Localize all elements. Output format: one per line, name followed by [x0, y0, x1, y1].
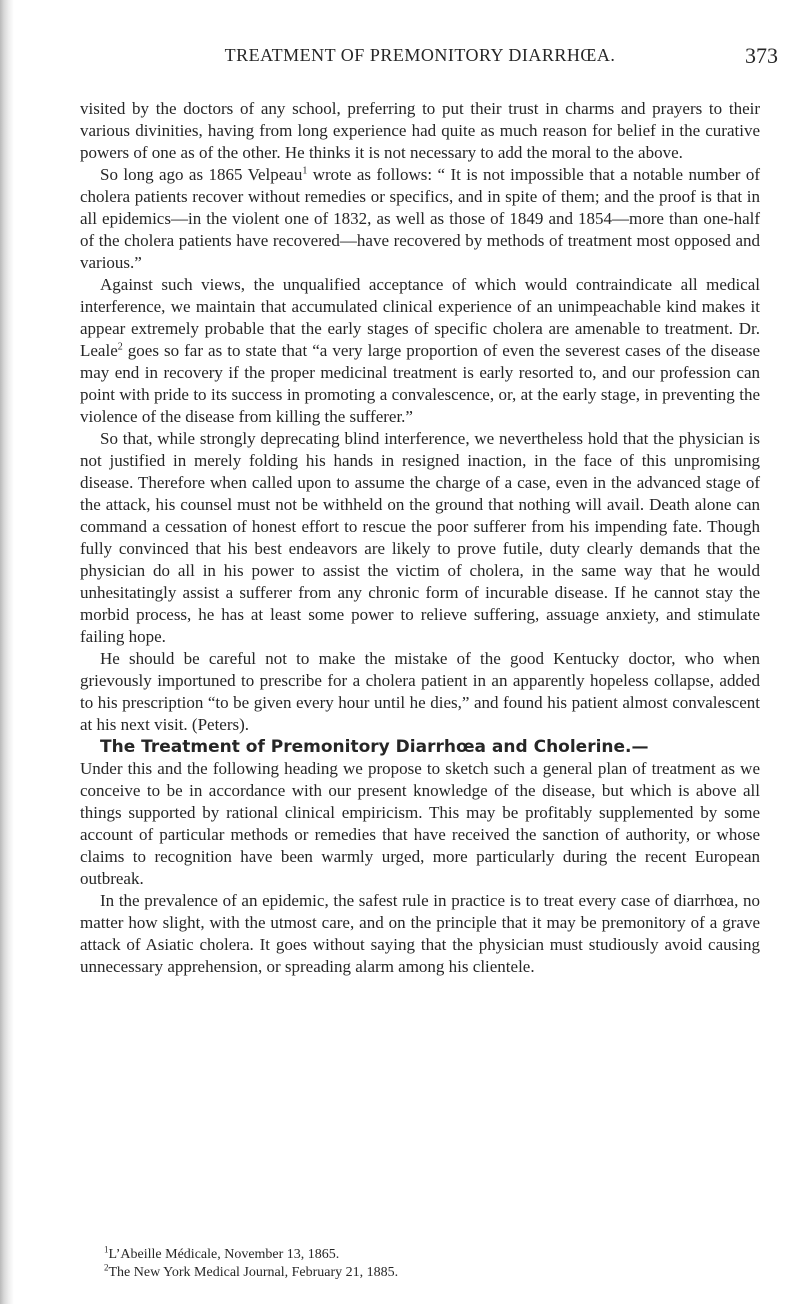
paragraph-velpeau-rest: wrote as follows: “ It is not impossible that a notable number of cholera patients recover without remedies or specifics, and in spite of them; and the proof is that in all epidemics—in the violent one of 1832, as well as those of 1849 and 1854—more than one-half of the cholera patients have recovered—have recovered by methods of treatment most opposed and various.”: [80, 165, 760, 272]
body-text: [80, 98, 760, 978]
paragraph-epidemic: In the prevalence of an epidemic, the safest rule in practice is to treat every case of diarrhœa, no matter how slight, with the utmost care, and on the principle that it may be premonitory of a grave attack of Asiatic cholera. It goes without saying that the physician must studiously avoid causing unnecessary apprehension, or spreading alarm among his clientele.: [80, 891, 760, 976]
page-number: 373: [745, 43, 778, 68]
footnote-mark-1: 1: [104, 1244, 109, 1255]
paragraph-velpeau-start: So long ago as 1865 Velpeau: [100, 165, 303, 184]
paragraph-interference: So that, while strongly deprecating blind interference, we nevertheless hold that the physician is not justified in merely folding his hands in resigned inaction, in the face of this unpromising disease. Therefore when called upon to assume the charge of a case, even in the advanced stage of the attack, his counsel must not be withheld on the ground that nothing will avail. Death alone can command a cessation of honest effort to rescue the poor sufferer from his impending fate. Though fully convinced that his best endeavors are likely to prove futile, duty clearly demands that the physician do all in his power to assist the victim of cholera, in the same way that he would unhesitatingly assist a sufferer from any chronic form of incurable disease. If he cannot stay the morbid process, he has at least some power to relieve suffering, assuage anxiety, and stimulate failing hope.: [80, 429, 760, 646]
footnote-2: [104, 1264, 760, 1282]
footnote-1-text: L’Abeille Médicale, November 13, 1865.: [108, 1247, 340, 1262]
paragraph-leale: [80, 274, 760, 428]
section-treatment: [80, 736, 760, 758]
paragraph-continued: visited by the doctors of any school, preferring to put their trust in charms and prayers to their various divinities, having from long experience had quite as much reason for belief in the curative powers of one as of the other. He thinks it is not necessary to add the moral to the above.: [80, 99, 760, 162]
section-heading: The Treatment of Premonitory Diarrhœa and Cholerine.—: [100, 737, 649, 757]
paragraph-leale-rest: goes so far as to state that “a very large proportion of even the severest cases of the disease may end in recovery if the proper medicinal treatment is early resorted to, and our profession can point with pride to its success in promoting a convalescence, or, at the early stage, in preventing the violence of the disease from killing the sufferer.”: [80, 341, 760, 426]
running-title: TREATMENT OF PREMONITORY DIARRHŒA.: [224, 45, 616, 65]
footnote-ref-1: 1: [302, 165, 308, 177]
paragraph-plan: Under this and the following heading we propose to sketch such a general plan of treatment as we conceive to be in accordance with our present knowledge of the disease, but which is above all things supported by rational clinical empiricism. This may be profitably supplemented by some account of particular methods or remedies that have received the sanction of authority, or whose claims to recognition have been warmly urged, more particularly during the recent European outbreak.: [80, 759, 760, 888]
paragraph-leale-start: Against such views, the unqualified acceptance of which would contraindicate all medical interference, we maintain that accumulated clinical experience of an unimpeachable kind makes it appear extremely probable that the early stages of specific cholera are amenable to treatment. Dr. Leale: [80, 275, 760, 360]
footnote-ref-2: 2: [117, 341, 123, 353]
footnote-2-text: The New York Medical Journal, February 21, 1885.: [108, 1265, 399, 1280]
footnote-1: [104, 1246, 760, 1264]
paragraph-kentucky: He should be careful not to make the mistake of the good Kentucky doctor, who when grievously importuned to prescribe for a cholera patient in an apparently hopeless collapse, added to his prescription “to be given every hour until he dies,” and found his patient almost convalescent at his next visit. (Peters).: [80, 649, 760, 734]
footnote-mark-2: 2: [104, 1262, 109, 1273]
paragraph-velpeau: [80, 164, 760, 274]
footnotes: [104, 1246, 760, 1282]
page-header: [60, 42, 780, 78]
